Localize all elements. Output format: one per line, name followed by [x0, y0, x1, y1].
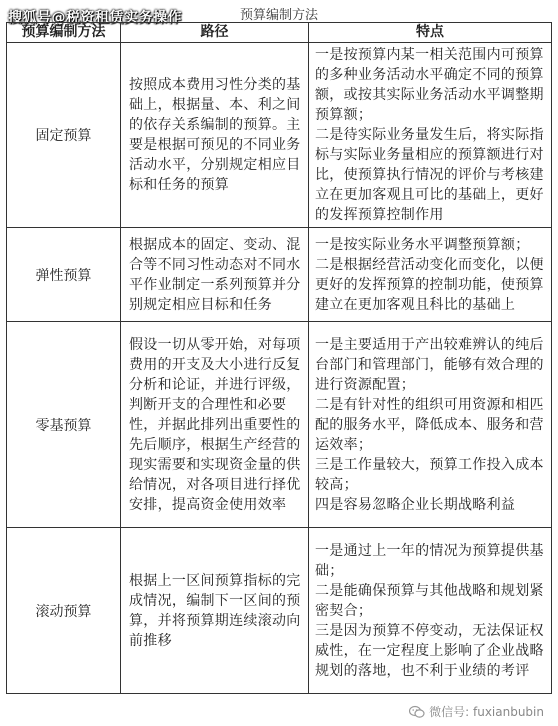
- header-features: 特点: [309, 23, 552, 43]
- features-text: 一是主要适用于产出较难辨认的纯后台部门和管理部门，能够有效合理的进行资源配置； 二是有针对性的组织可用资源和相匹配的服务水平，降低成本、服务和营运效率； 三是工作量较大，预算工作投入成本较高； 四是容易忽略企业长期战略利益: [315, 336, 544, 513]
- wechat-id: 微信号: fuxianbubin: [429, 705, 544, 719]
- table-title: 预算编制方法: [239, 8, 318, 23]
- budget-methods-table: [6, 22, 552, 694]
- features-cell: [309, 528, 552, 694]
- path-cell: [121, 228, 309, 322]
- path-text: 根据成本的固定、变动、混合等不同习性动态对不同水平作业制定一系列预算并分别规定相应目标和任务: [129, 236, 301, 313]
- table-row: [7, 228, 552, 322]
- features-text: 一是按实际业务水平调整预算额； 二是根据经营活动变化而变化，以便更好的发挥预算的控制功能，使预算建立在更加客观且科比的基础上: [315, 236, 544, 313]
- path-text: 根据上一区间预算指标的完成情况，编制下一区间的预算，并将预算期连续滚动向前推移: [129, 572, 301, 649]
- wechat-watermark: [409, 703, 544, 720]
- table-row: [7, 322, 552, 528]
- path-cell: [121, 43, 309, 228]
- method-cell: 滚动预算: [7, 528, 121, 694]
- features-cell: [309, 43, 552, 228]
- header-method: 预算编制方法: [7, 23, 121, 43]
- features-text: 一是通过上一年的情况为预算提供基础； 二是能确保预算与其他战略和规划紧密契合； 三是因为预算不停变动，无法保证权威性，在一定程度上影响了企业战略规划的落地，也不利于业绩的考评: [315, 542, 544, 679]
- wechat-icon: [409, 705, 425, 719]
- path-cell: [121, 322, 309, 528]
- table-header-row: [7, 23, 552, 43]
- method-cell: 弹性预算: [7, 228, 121, 322]
- path-text: 按照成本费用习性分类的基础上，根据量、本、利之间的依存关系编制的预算。主要是根据可预见的不同业务活动水平，分别规定相应目标和任务的预算: [129, 77, 301, 193]
- source-watermark: 搜狐号@税资租赁实务操作: [8, 10, 182, 26]
- path-text: 假设一切从零开始，对每项费用的开支及大小进行反复分析和论证，并进行评级，判断开支的合理性和必要性，并据此排列出重要性的先后顺序，根据生产经营的现实需要和实现资金量的供给情况，对各项目进行择优安排，提高资金使用效率: [129, 336, 301, 513]
- method-cell: 固定预算: [7, 43, 121, 228]
- header-path: 路径: [121, 23, 309, 43]
- features-cell: [309, 228, 552, 322]
- features-cell: [309, 322, 552, 528]
- path-cell: [121, 528, 309, 694]
- method-cell: 零基预算: [7, 322, 121, 528]
- features-text: 一是按预算内某一相关范围内可预算的多种业务活动水平确定不同的预算额，或按其实际业务活动水平调整期预算额； 二是待实际业务量发生后，将实际指标与实际业务量相应的预算额进行对比，使预算执行情况的评价与考核建立在更加客观且可比的基础上，更好的发挥预算控制作用: [315, 47, 544, 223]
- table-row: [7, 528, 552, 694]
- table-row: [7, 43, 552, 228]
